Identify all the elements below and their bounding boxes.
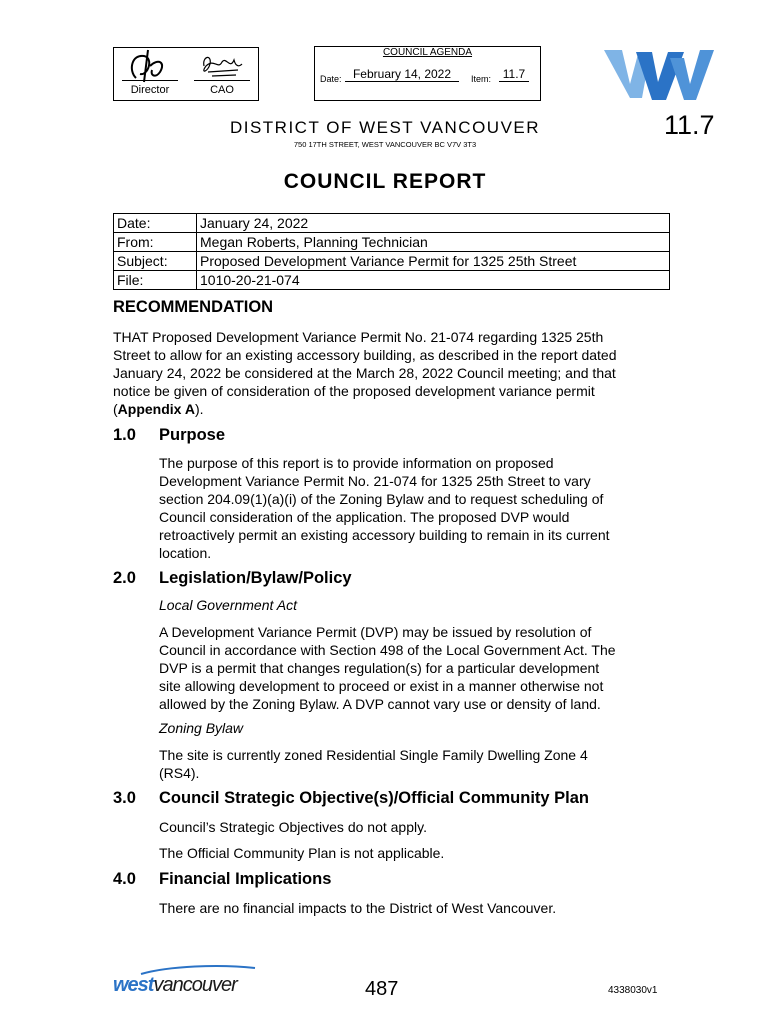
strategic-line: Council’s Strategic Objectives do not apply. xyxy=(159,819,427,835)
section-number: 2.0 xyxy=(113,569,136,587)
recommendation-text xyxy=(113,328,673,418)
signoff-box xyxy=(113,47,259,101)
recommendation-line: notice be given of consideration of the proposed development variance permit xyxy=(113,383,595,399)
agenda-date: February 14, 2022 xyxy=(345,67,459,82)
agenda-item-label: Item: xyxy=(471,74,492,84)
meta-label: From: xyxy=(114,233,197,252)
page-number: 487 xyxy=(365,978,399,1000)
financial-line: There are no financial impacts to the District of West Vancouver. xyxy=(159,900,557,916)
district-name: DISTRICT OF WEST VANCOUVER xyxy=(229,118,541,137)
director-label: Director xyxy=(130,84,170,96)
director-signature xyxy=(114,48,186,84)
meta-row xyxy=(114,271,670,290)
report-title: COUNCIL REPORT xyxy=(283,170,487,193)
cao-label: CAO xyxy=(210,84,234,96)
section-number: 1.0 xyxy=(113,426,136,444)
purpose-text: The purpose of this report is to provide information on proposed Development Variance Permit No. 21-074 for 1325 25th Street to vary section 204.09(1)(a)(i) of the Zoning Bylaw and to request scheduling of Council consideration of the application. The proposed DVP would retroactively permit an existing accessory building to remain in its current location. xyxy=(159,455,610,561)
meta-value: Proposed Development Variance Permit for 1325 25th Street xyxy=(197,252,670,271)
meta-row xyxy=(114,252,670,271)
meta-value: January 24, 2022 xyxy=(197,214,670,233)
recommendation-line: (Appendix A). xyxy=(113,401,204,417)
section-title-financial: Financial Implications xyxy=(159,870,332,888)
recommendation-line: THAT Proposed Development Variance Permit No. 21-074 regarding 1325 25th xyxy=(113,329,604,345)
section-title-legislation: Legislation/Bylaw/Policy xyxy=(159,569,352,587)
agenda-item: 11.7 xyxy=(499,67,529,82)
report-meta-table xyxy=(113,213,670,290)
lga-heading: Local Government Act xyxy=(159,597,297,613)
appendix-reference: Appendix A xyxy=(117,401,195,417)
item-number: 11.7 xyxy=(664,110,715,140)
director-signoff xyxy=(114,48,186,100)
meta-label: Subject: xyxy=(114,252,197,271)
meta-row xyxy=(114,214,670,233)
meta-value: Megan Roberts, Planning Technician xyxy=(197,233,670,252)
zoning-text: The site is currently zoned Residential Single Family Dwelling Zone 4 (RS4). xyxy=(159,747,588,781)
cao-signoff xyxy=(186,48,258,100)
meta-value: 1010-20-21-074 xyxy=(197,271,670,290)
council-agenda-box xyxy=(314,46,541,101)
lga-text: A Development Variance Permit (DVP) may be issued by resolution of Council in accordance with Section 498 of the Local Government Act. The DVP is a permit that changes regulation(s) for a particular development site allowing development to proceed or exist in a manner otherwise not allowed by the Zoning Bylaw. A DVP cannot vary use or density of land. xyxy=(159,624,616,712)
section-title-strategic: Council Strategic Objective(s)/Official Community Plan xyxy=(159,789,589,807)
zoning-heading: Zoning Bylaw xyxy=(159,720,244,736)
agenda-date-label: Date: xyxy=(320,74,342,84)
district-address: 750 17TH STREET, WEST VANCOUVER BC V7V 3T3 xyxy=(293,140,477,149)
meta-row xyxy=(114,233,670,252)
logo-word-vancouver: vancouver xyxy=(153,974,237,996)
recommendation-heading: RECOMMENDATION xyxy=(113,298,274,316)
section-number: 4.0 xyxy=(113,870,136,888)
meta-label: Date: xyxy=(114,214,197,233)
recommendation-line: January 24, 2022 be considered at the March 28, 2022 Council meeting; and that xyxy=(113,365,616,381)
meta-label: File: xyxy=(114,271,197,290)
agenda-title: COUNCIL AGENDA xyxy=(382,47,473,58)
district-logo-icon xyxy=(600,44,716,104)
ocp-line: The Official Community Plan is not applicable. xyxy=(159,845,445,861)
section-title-purpose: Purpose xyxy=(159,426,226,444)
cao-signature xyxy=(186,48,258,84)
recommendation-line: Street to allow for an existing accessory building, as described in the report dated xyxy=(113,347,617,363)
section-number: 3.0 xyxy=(113,789,136,807)
document-id: 4338030v1 xyxy=(608,985,658,996)
logo-word-west: west xyxy=(113,974,154,996)
